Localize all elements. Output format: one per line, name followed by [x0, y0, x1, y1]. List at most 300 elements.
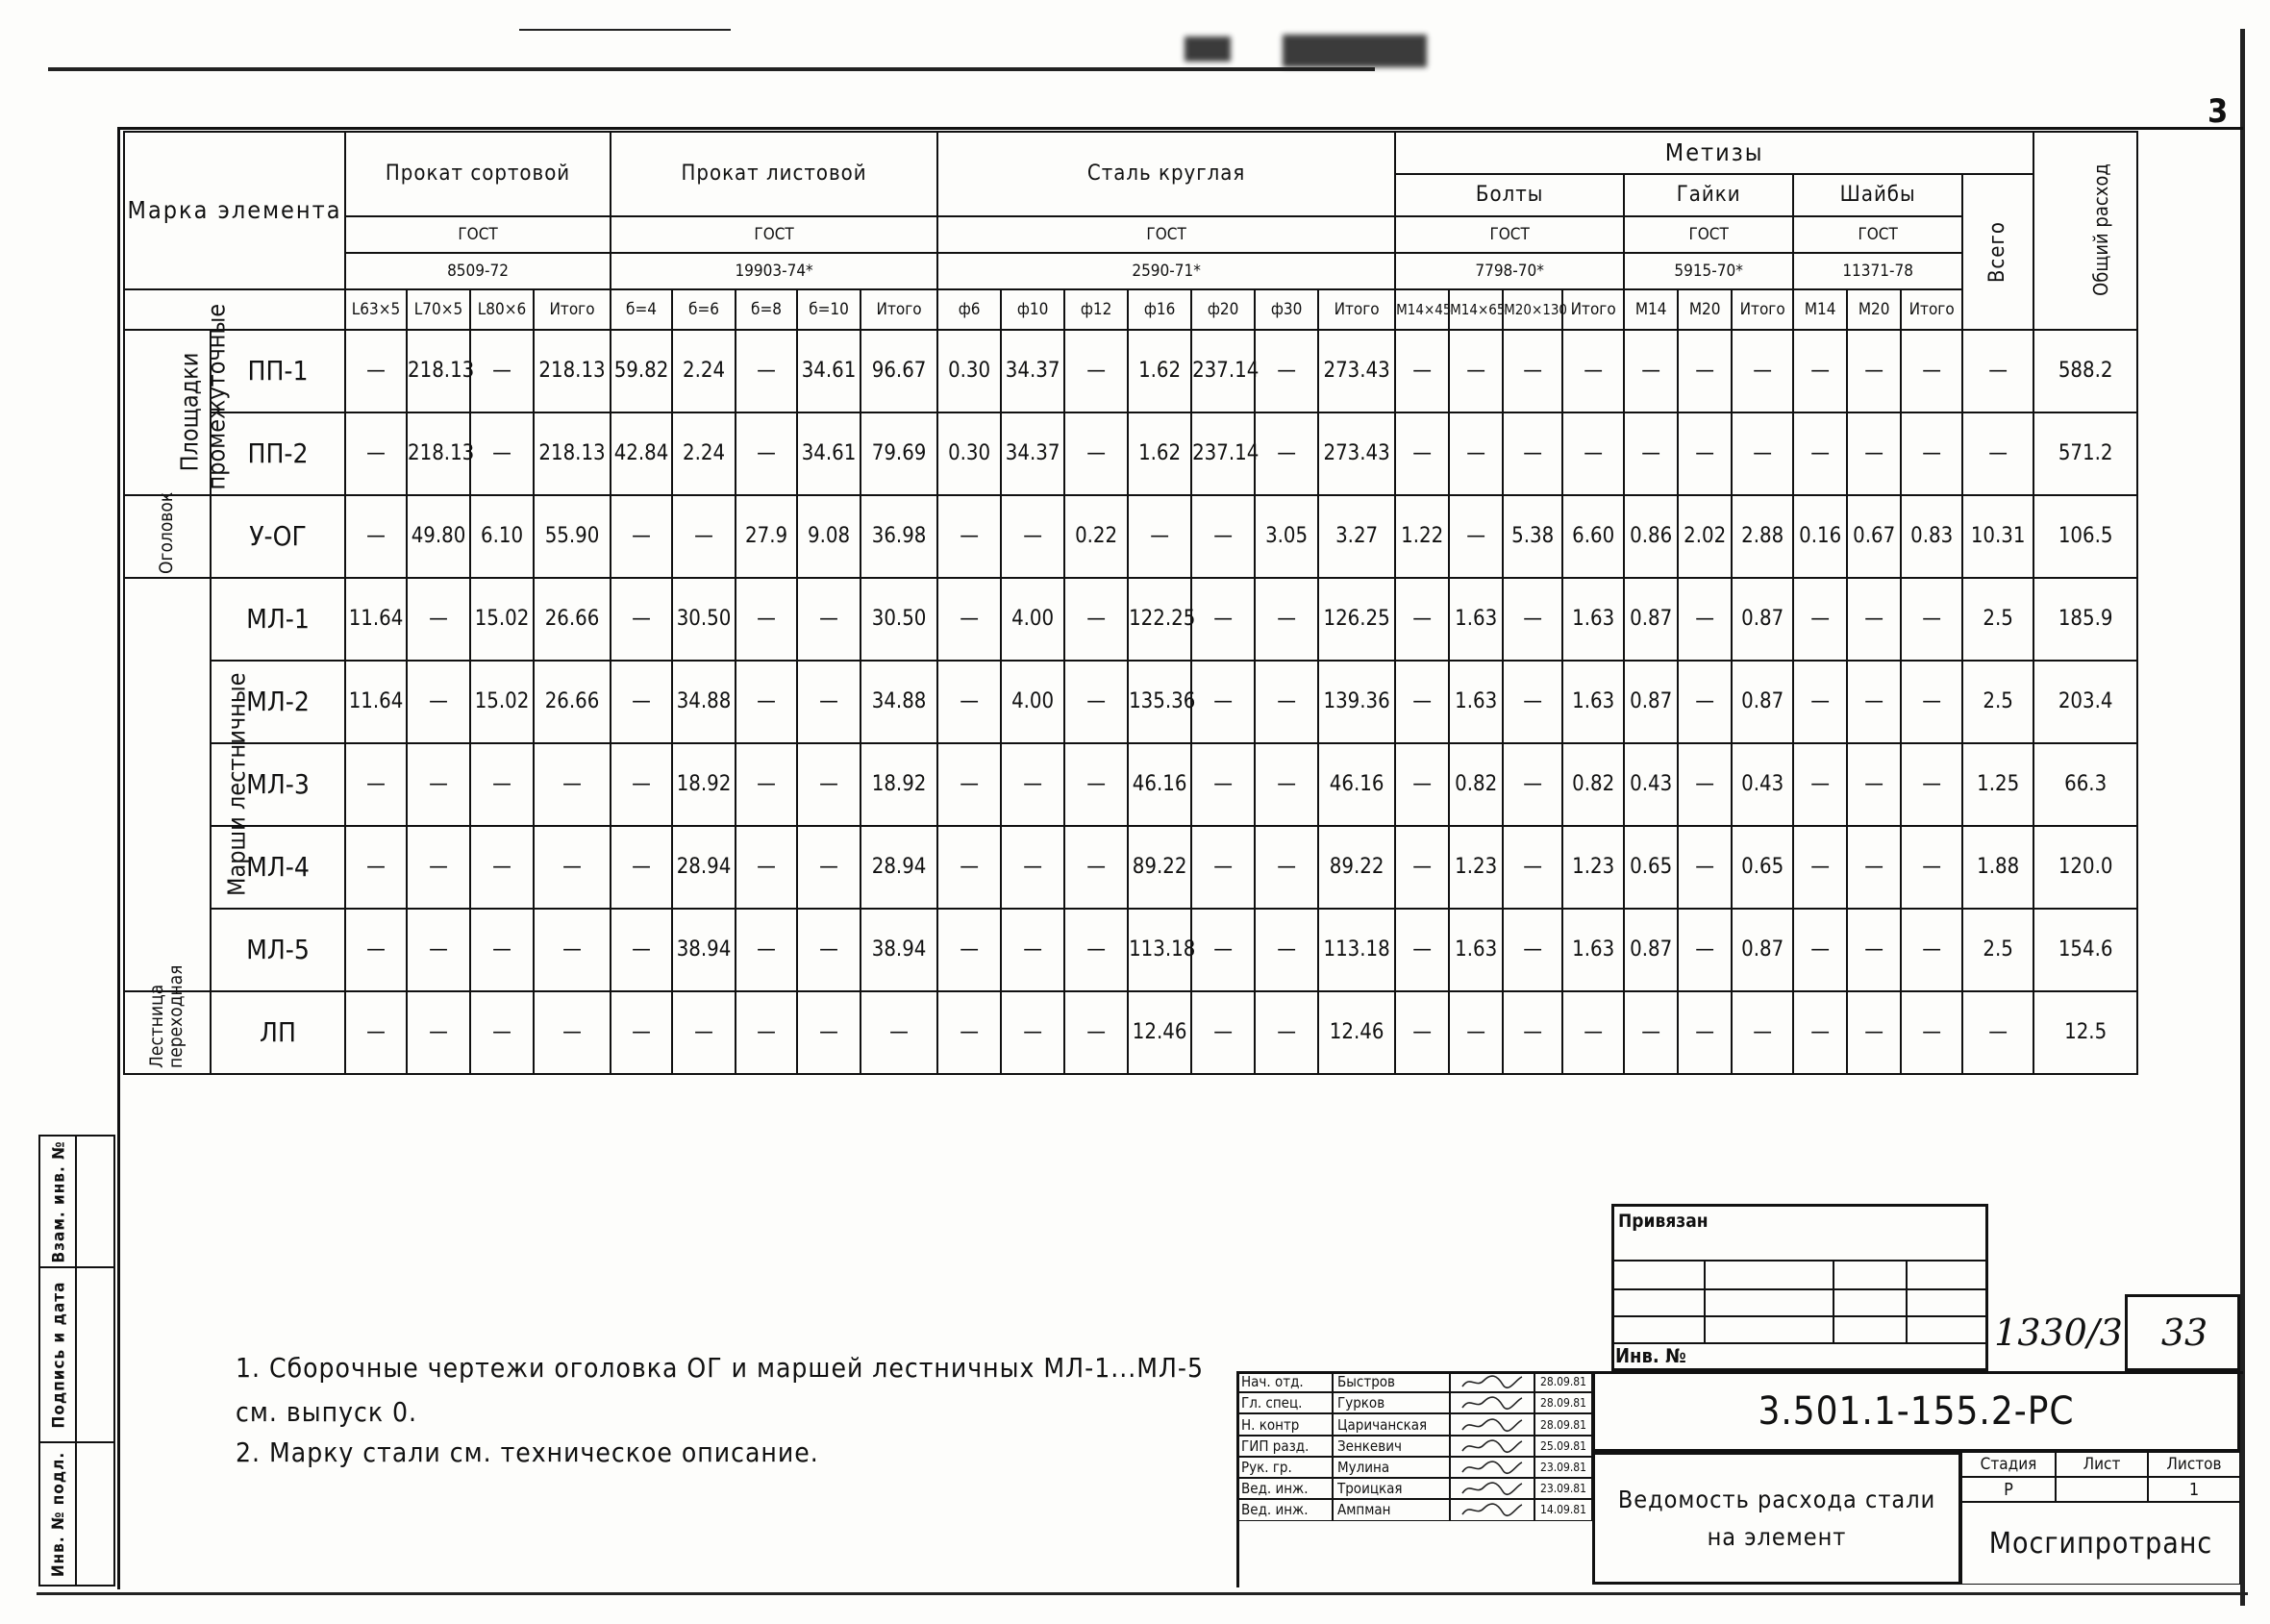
- row-mark: МЛ-3: [211, 743, 345, 826]
- table-row: [124, 743, 2137, 826]
- staff-date: 25.09.81: [1534, 1436, 1592, 1457]
- table-cell: 237.14: [1191, 330, 1255, 412]
- inv-no-label: Инв. №: [1615, 1344, 1686, 1367]
- steel-consumption-table: [123, 131, 2138, 1075]
- table-cell: —: [345, 991, 407, 1074]
- table-cell: 34.37: [1001, 412, 1064, 495]
- table-cell: —: [470, 826, 534, 909]
- table-cell: —: [1793, 661, 1847, 743]
- table-cell: —: [470, 412, 534, 495]
- row-mark: ПП-2: [211, 412, 345, 495]
- gost-label: ГОСТ: [345, 216, 611, 253]
- table-cell: —: [1678, 743, 1732, 826]
- table-cell: 0.82: [1562, 743, 1624, 826]
- gost-bolty: 7798-70*: [1395, 253, 1624, 289]
- table-cell: 273.43: [1318, 412, 1395, 495]
- table-cell: —: [672, 495, 736, 578]
- staff-name: Гурков: [1333, 1392, 1450, 1413]
- table-cell: 1.23: [1449, 826, 1503, 909]
- table-cell: 46.16: [1318, 743, 1395, 826]
- table-row: [124, 495, 2137, 578]
- table-cell: —: [736, 743, 797, 826]
- gost-label: ГОСТ: [1624, 216, 1793, 253]
- table-cell: —: [1255, 826, 1318, 909]
- column-header: М14×65: [1449, 289, 1503, 330]
- table-cell: —: [407, 909, 470, 991]
- gost-shaiby: 11371-78: [1793, 253, 1962, 289]
- table-cell: —: [1503, 412, 1562, 495]
- table-cell: 2.02: [1678, 495, 1732, 578]
- table-cell: —: [407, 661, 470, 743]
- table-cell: —: [736, 661, 797, 743]
- table-cell: —: [345, 495, 407, 578]
- table-cell: —: [1678, 991, 1732, 1074]
- table-cell: 4.00: [1001, 578, 1064, 661]
- table-cell: 0.87: [1732, 661, 1793, 743]
- table-cell: —: [1624, 330, 1678, 412]
- privyazan-grid: [1611, 1260, 1988, 1371]
- table-cell: —: [1678, 330, 1732, 412]
- row-mark: МЛ-1: [211, 578, 345, 661]
- table-cell: —: [1449, 412, 1503, 495]
- table-cell: 89.22: [1128, 826, 1191, 909]
- staff-role: Гл. спец.: [1236, 1392, 1333, 1413]
- table-cell: 0.87: [1624, 661, 1678, 743]
- staff-name: Ампман: [1333, 1499, 1450, 1520]
- column-header: Итого: [1318, 289, 1395, 330]
- table-cell: —: [407, 578, 470, 661]
- column-header: ф10: [1001, 289, 1064, 330]
- table-cell: —: [407, 826, 470, 909]
- table-cell: —: [1064, 991, 1128, 1074]
- scan-bottom-line: [37, 1592, 2248, 1595]
- table-cell: 18.92: [861, 743, 937, 826]
- column-header: Итого: [534, 289, 611, 330]
- table-cell: —: [861, 991, 937, 1074]
- staff-role: Н. контр: [1236, 1413, 1333, 1435]
- table-cell: 1.88: [1962, 826, 2033, 909]
- note-1: 1. Сборочные чертежи оголовка ОГ и маршей лестничных МЛ-1...МЛ-5: [236, 1352, 1205, 1384]
- table-cell: 38.94: [672, 909, 736, 991]
- stadiya-label: Стадия: [1961, 1452, 2056, 1477]
- table-cell: —: [1449, 330, 1503, 412]
- table-cell: —: [1001, 991, 1064, 1074]
- table-cell: —: [1064, 578, 1128, 661]
- table-cell: —: [1064, 826, 1128, 909]
- table-cell: —: [736, 826, 797, 909]
- column-header: М20: [1847, 289, 1901, 330]
- table-cell: —: [937, 909, 1001, 991]
- gost-gaiki: 5915-70*: [1624, 253, 1793, 289]
- table-cell: —: [736, 909, 797, 991]
- column-header: б=4: [611, 289, 672, 330]
- table-cell: —: [1847, 330, 1901, 412]
- table-cell: 120.0: [2033, 826, 2137, 909]
- column-header: М14: [1624, 289, 1678, 330]
- table-cell: 126.25: [1318, 578, 1395, 661]
- table-cell: 0.65: [1624, 826, 1678, 909]
- table-cell: 0.67: [1847, 495, 1901, 578]
- table-cell: —: [407, 991, 470, 1074]
- table-row: [124, 412, 2137, 495]
- table-cell: —: [1191, 578, 1255, 661]
- table-cell: 96.67: [861, 330, 937, 412]
- table-cell: 4.00: [1001, 661, 1064, 743]
- table-row: [124, 991, 2137, 1074]
- gost-list: 19903-74*: [611, 253, 937, 289]
- staff-signature: [1450, 1371, 1534, 1392]
- table-cell: 0.65: [1732, 826, 1793, 909]
- table-cell: —: [1449, 495, 1503, 578]
- gost-label: ГОСТ: [1395, 216, 1624, 253]
- table-cell: —: [1732, 412, 1793, 495]
- table-cell: —: [1395, 991, 1449, 1074]
- table-cell: 12.46: [1318, 991, 1395, 1074]
- table-cell: 26.66: [534, 578, 611, 661]
- table-cell: —: [672, 991, 736, 1074]
- staff-role: Нач. отд.: [1236, 1371, 1333, 1392]
- table-cell: —: [1064, 909, 1128, 991]
- table-cell: —: [1678, 826, 1732, 909]
- group-label: Лестница переходная: [124, 991, 211, 1074]
- table-cell: 113.18: [1318, 909, 1395, 991]
- table-cell: 0.43: [1732, 743, 1793, 826]
- column-header: ф12: [1064, 289, 1128, 330]
- table-cell: 106.5: [2033, 495, 2137, 578]
- table-cell: —: [1793, 330, 1847, 412]
- table-cell: —: [1678, 661, 1732, 743]
- table-cell: 27.9: [736, 495, 797, 578]
- staff-date: 28.09.81: [1534, 1371, 1592, 1392]
- table-cell: —: [1395, 412, 1449, 495]
- table-cell: 89.22: [1318, 826, 1395, 909]
- table-cell: 2.5: [1962, 578, 2033, 661]
- table-cell: —: [611, 991, 672, 1074]
- listov-label: Листов: [2148, 1452, 2240, 1477]
- table-cell: —: [937, 991, 1001, 1074]
- table-cell: 34.88: [672, 661, 736, 743]
- column-header: б=6: [672, 289, 736, 330]
- table-cell: 139.36: [1318, 661, 1395, 743]
- table-cell: 5.38: [1503, 495, 1562, 578]
- table-cell: —: [1732, 330, 1793, 412]
- table-cell: —: [611, 743, 672, 826]
- table-cell: —: [534, 991, 611, 1074]
- staff-role: ГИП разд.: [1236, 1436, 1333, 1457]
- table-cell: —: [736, 412, 797, 495]
- table-cell: —: [611, 909, 672, 991]
- table-cell: —: [797, 909, 861, 991]
- table-cell: —: [534, 743, 611, 826]
- table-cell: —: [1962, 991, 2033, 1074]
- table-cell: —: [1901, 909, 1962, 991]
- table-cell: —: [1962, 330, 2033, 412]
- listov-value: 1: [2148, 1477, 2240, 1502]
- table-cell: 1.63: [1449, 909, 1503, 991]
- organization: Мосгипротранс: [1961, 1502, 2240, 1585]
- table-cell: —: [1064, 661, 1128, 743]
- table-cell: 1.62: [1128, 330, 1191, 412]
- table-cell: 2.24: [672, 330, 736, 412]
- table-cell: 0.87: [1732, 909, 1793, 991]
- list-value: [2056, 1477, 2148, 1502]
- table-cell: —: [1503, 991, 1562, 1074]
- staff-name: Мулина: [1333, 1457, 1450, 1478]
- table-cell: 42.84: [611, 412, 672, 495]
- group-label: Оголовок: [124, 495, 211, 578]
- table-cell: —: [736, 330, 797, 412]
- table-cell: 0.43: [1624, 743, 1678, 826]
- table-cell: —: [937, 743, 1001, 826]
- staff-name: Быстров: [1333, 1371, 1450, 1392]
- column-header: Итого: [1562, 289, 1624, 330]
- table-cell: 588.2: [2033, 330, 2137, 412]
- staff-role: Вед. инж.: [1236, 1499, 1333, 1520]
- gost-krug: 2590-71*: [937, 253, 1395, 289]
- table-cell: —: [345, 330, 407, 412]
- table-cell: —: [1255, 412, 1318, 495]
- table-cell: —: [1255, 743, 1318, 826]
- table-cell: 34.37: [1001, 330, 1064, 412]
- table-cell: —: [1847, 909, 1901, 991]
- note-2: 2. Марку стали см. техническое описание.: [236, 1437, 819, 1468]
- note-1-cont: см. выпуск 0.: [236, 1396, 418, 1428]
- staff-date: 28.09.81: [1534, 1413, 1592, 1435]
- column-header: М14: [1793, 289, 1847, 330]
- table-cell: —: [345, 743, 407, 826]
- staff-signature: [1450, 1499, 1534, 1520]
- table-cell: —: [611, 826, 672, 909]
- header-gaiki: Гайки: [1624, 174, 1793, 216]
- table-cell: —: [345, 909, 407, 991]
- table-cell: —: [1395, 661, 1449, 743]
- table-cell: 34.88: [861, 661, 937, 743]
- column-header: Итого: [1732, 289, 1793, 330]
- table-cell: 571.2: [2033, 412, 2137, 495]
- column-header: L80×6: [470, 289, 534, 330]
- header-marka: Марка элемента: [124, 132, 345, 289]
- table-cell: —: [1395, 330, 1449, 412]
- table-cell: —: [1732, 991, 1793, 1074]
- table-cell: 34.61: [797, 412, 861, 495]
- gost-label: ГОСТ: [937, 216, 1395, 253]
- table-cell: 0.87: [1732, 578, 1793, 661]
- table-row: [124, 578, 2137, 661]
- table-cell: 218.13: [407, 330, 470, 412]
- row-mark: МЛ-2: [211, 661, 345, 743]
- table-row: [124, 826, 2137, 909]
- table-cell: —: [797, 578, 861, 661]
- table-cell: 122.25: [1128, 578, 1191, 661]
- table-cell: 28.94: [672, 826, 736, 909]
- table-cell: —: [1793, 826, 1847, 909]
- table-cell: 11.64: [345, 578, 407, 661]
- table-cell: —: [1847, 661, 1901, 743]
- table-cell: —: [1678, 578, 1732, 661]
- table-cell: —: [1847, 412, 1901, 495]
- table-cell: 10.31: [1962, 495, 2033, 578]
- staff-name: Зенкевич: [1333, 1436, 1450, 1457]
- table-cell: 2.88: [1732, 495, 1793, 578]
- table-cell: 1.22: [1395, 495, 1449, 578]
- table-cell: 1.25: [1962, 743, 2033, 826]
- table-cell: 1.63: [1562, 661, 1624, 743]
- table-cell: 2.24: [672, 412, 736, 495]
- table-cell: 273.43: [1318, 330, 1395, 412]
- doc-code: 3.501.1-155.2-РС: [1592, 1371, 2240, 1452]
- header-metizy: Метизы: [1395, 132, 2033, 174]
- table-cell: —: [937, 495, 1001, 578]
- table-cell: —: [1064, 412, 1128, 495]
- table-cell: —: [736, 991, 797, 1074]
- table-cell: —: [797, 991, 861, 1074]
- staff-name: Троицкая: [1333, 1478, 1450, 1499]
- table-cell: 26.66: [534, 661, 611, 743]
- table-cell: —: [1064, 330, 1128, 412]
- row-mark: ЛП: [211, 991, 345, 1074]
- row-mark: ПП-1: [211, 330, 345, 412]
- table-cell: —: [1449, 991, 1503, 1074]
- table-cell: 0.16: [1793, 495, 1847, 578]
- table-cell: 15.02: [470, 661, 534, 743]
- table-cell: 1.63: [1449, 578, 1503, 661]
- table-cell: 28.94: [861, 826, 937, 909]
- header-obshiy: Общий расход: [2033, 132, 2137, 330]
- table-cell: 66.3: [2033, 743, 2137, 826]
- stamp-podpis-data: Подпись и дата: [49, 1281, 69, 1429]
- table-cell: 46.16: [1128, 743, 1191, 826]
- doc-title: [1592, 1452, 1961, 1585]
- table-cell: —: [937, 578, 1001, 661]
- table-cell: —: [345, 826, 407, 909]
- table-cell: —: [1901, 743, 1962, 826]
- table-cell: —: [1962, 412, 2033, 495]
- scan-top-line: [48, 67, 1375, 71]
- table-cell: —: [797, 743, 861, 826]
- table-cell: —: [1562, 412, 1624, 495]
- header-prokat-sort: Прокат сортовой: [345, 132, 611, 216]
- table-cell: 30.50: [672, 578, 736, 661]
- staff-signature: [1450, 1413, 1534, 1435]
- column-header: ф6: [937, 289, 1001, 330]
- table-cell: 1.62: [1128, 412, 1191, 495]
- table-cell: 0.82: [1449, 743, 1503, 826]
- column-header: Итого: [861, 289, 937, 330]
- table-cell: —: [937, 661, 1001, 743]
- column-header: б=8: [736, 289, 797, 330]
- table-cell: —: [937, 826, 1001, 909]
- table-cell: 49.80: [407, 495, 470, 578]
- table-cell: 0.86: [1624, 495, 1678, 578]
- stadiya-value: Р: [1961, 1477, 2056, 1502]
- left-side-stamp: [38, 1135, 115, 1587]
- table-cell: 218.13: [534, 412, 611, 495]
- table-cell: 2.5: [1962, 909, 2033, 991]
- column-header: L63×5: [345, 289, 407, 330]
- column-header: б=10: [797, 289, 861, 330]
- table-cell: —: [534, 909, 611, 991]
- scan-smudge: [1185, 37, 1231, 62]
- table-cell: 0.87: [1624, 578, 1678, 661]
- table-cell: —: [1503, 826, 1562, 909]
- staff-date: 28.09.81: [1534, 1392, 1592, 1413]
- table-cell: —: [1793, 412, 1847, 495]
- column-header: М20: [1678, 289, 1732, 330]
- handwritten-number: 1330/3: [1994, 1312, 2123, 1354]
- gost-label: ГОСТ: [1793, 216, 1962, 253]
- row-mark: МЛ-4: [211, 826, 345, 909]
- header-blank: [124, 289, 345, 330]
- table-cell: 3.27: [1318, 495, 1395, 578]
- table-cell: 203.4: [2033, 661, 2137, 743]
- table-cell: 6.60: [1562, 495, 1624, 578]
- group-label: Марши лестничные: [124, 578, 211, 991]
- table-cell: 12.5: [2033, 991, 2137, 1074]
- table-cell: —: [1847, 826, 1901, 909]
- table-cell: 30.50: [861, 578, 937, 661]
- privyazan-box: Привязан: [1611, 1204, 1988, 1371]
- table-cell: 237.14: [1191, 412, 1255, 495]
- staff-role: Вед. инж.: [1236, 1478, 1333, 1499]
- table-row: [124, 661, 2137, 743]
- table-cell: —: [1678, 412, 1732, 495]
- gost-sort: 8509-72: [345, 253, 611, 289]
- table-cell: —: [1395, 578, 1449, 661]
- table-cell: —: [470, 909, 534, 991]
- column-header: М20×130: [1503, 289, 1562, 330]
- header-shaiby: Шайбы: [1793, 174, 1962, 216]
- table-cell: —: [1624, 412, 1678, 495]
- table-cell: —: [345, 412, 407, 495]
- table-cell: —: [1503, 578, 1562, 661]
- page-number: 3: [2208, 92, 2229, 131]
- table-cell: —: [1793, 909, 1847, 991]
- sheet-number-box: 33: [2125, 1294, 2240, 1371]
- table-cell: —: [611, 661, 672, 743]
- table-cell: —: [470, 330, 534, 412]
- table-cell: 36.98: [861, 495, 937, 578]
- table-cell: —: [1395, 826, 1449, 909]
- table-cell: 218.13: [407, 412, 470, 495]
- table-cell: —: [1562, 991, 1624, 1074]
- table-cell: 218.13: [534, 330, 611, 412]
- staff-date: 14.09.81: [1534, 1499, 1592, 1520]
- table-cell: 0.22: [1064, 495, 1128, 578]
- table-cell: —: [736, 578, 797, 661]
- staff-name: Царичанская: [1333, 1413, 1450, 1435]
- table-cell: —: [1064, 743, 1128, 826]
- table-cell: —: [611, 578, 672, 661]
- table-row: [124, 330, 2137, 412]
- table-cell: —: [1901, 330, 1962, 412]
- staff-date: 23.09.81: [1534, 1457, 1592, 1478]
- table-cell: —: [1001, 495, 1064, 578]
- table-cell: 55.90: [534, 495, 611, 578]
- header-vsego: Всего: [1962, 174, 2033, 330]
- table-cell: —: [1624, 991, 1678, 1074]
- table-cell: 18.92: [672, 743, 736, 826]
- table-cell: —: [611, 495, 672, 578]
- staff-signature: [1450, 1392, 1534, 1413]
- table-cell: 1.63: [1562, 578, 1624, 661]
- doc-title-line2: на элемент: [1707, 1523, 1847, 1551]
- column-header: ф30: [1255, 289, 1318, 330]
- table-cell: 1.63: [1449, 661, 1503, 743]
- table-cell: 0.87: [1624, 909, 1678, 991]
- table-cell: —: [1001, 826, 1064, 909]
- table-cell: —: [1503, 330, 1562, 412]
- table-cell: —: [470, 743, 534, 826]
